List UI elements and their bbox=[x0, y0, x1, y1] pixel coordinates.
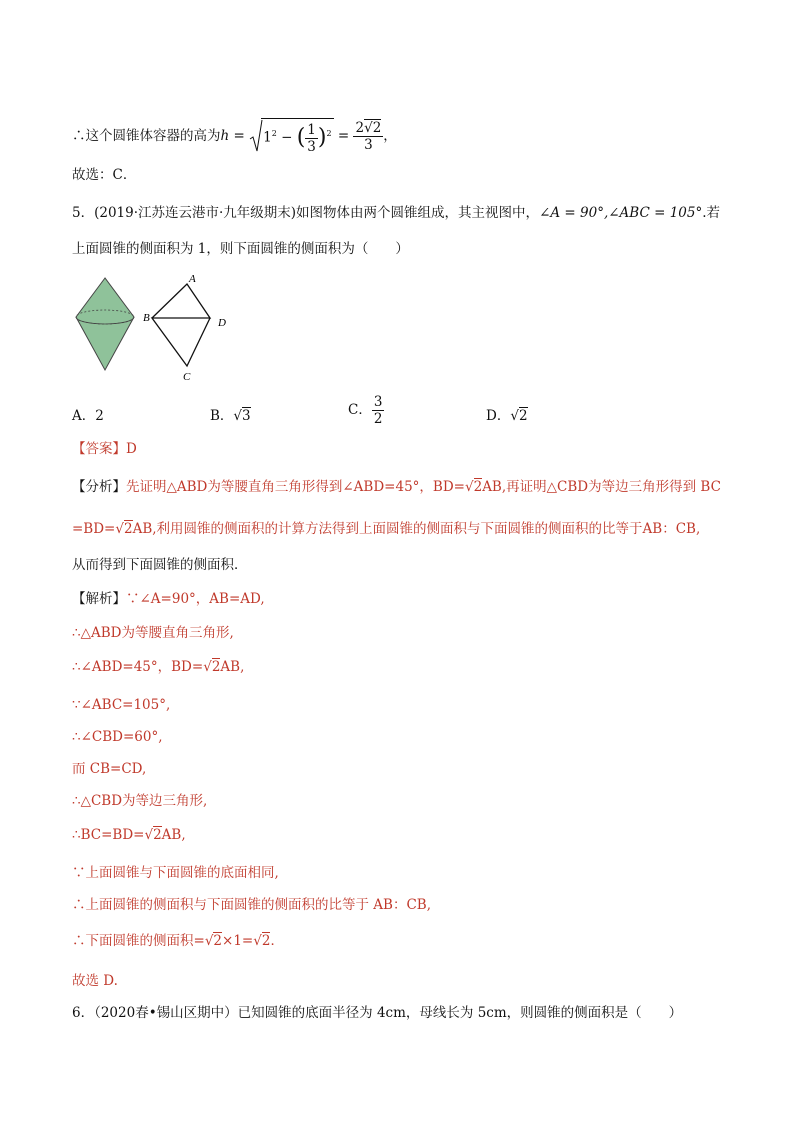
sol3-a: ∴∠ABD=45°，BD= bbox=[72, 659, 204, 675]
analysis1-b: AB,再证明△CBD为等边三角形得到 BC bbox=[482, 479, 721, 495]
answer-tag: 【答案】 bbox=[72, 441, 126, 457]
sol11-c: ． bbox=[270, 933, 284, 949]
label-B: B bbox=[143, 312, 150, 324]
option-d[interactable]: D．√2 bbox=[486, 408, 528, 424]
prev-choice: 故选：C． bbox=[72, 167, 137, 183]
analysis2-a: =BD= bbox=[72, 521, 116, 537]
comma: ， bbox=[383, 127, 397, 144]
exp-1: 2 bbox=[271, 129, 277, 138]
solution-line2: ∴△ABD为等腰直角三角形, bbox=[72, 625, 234, 641]
double-cone-figure bbox=[70, 270, 240, 385]
sol8-rad: 2 bbox=[153, 827, 162, 843]
solution-line3: ∴∠ABD=45°，BD=√2AB, bbox=[72, 659, 245, 675]
sol3-b: AB, bbox=[220, 659, 245, 675]
q5-angles: ∠A = 90°,∠ABC = 105° bbox=[539, 205, 703, 221]
sol11-rad: 2 bbox=[213, 933, 223, 949]
analysis1-rad: 2 bbox=[473, 479, 483, 495]
analysis-line2: =BD=√2AB,利用圆锥的侧面积的计算方法得到上面圆锥的侧面积与下面圆锥的侧面积的比等于AB：CB, bbox=[72, 521, 701, 537]
height-formula-line: ∴这个圆锥体容器的高为$h = 1^2$ − ( $\frac{1}{3}$ )$^2$ = $\frac{2√2}{3}$ ， bbox=[72, 119, 397, 155]
res-den: 3 bbox=[364, 136, 373, 153]
height-text: ∴这个圆锥体容器的高为 bbox=[72, 127, 221, 144]
exp-2: 2 bbox=[326, 129, 332, 138]
option-c-num: 3 bbox=[373, 394, 383, 410]
h-var: h bbox=[220, 127, 230, 144]
double-cone-3d-drawing bbox=[76, 278, 134, 370]
solution-line8: ∴BC=BD=√2AB, bbox=[72, 827, 186, 843]
solution-line11: ∴下面圆锥的侧面积=√2×1=√2． bbox=[72, 933, 284, 949]
answer-line bbox=[72, 440, 137, 458]
q5-stem-line2: 上面圆锥的侧面积为 1，则下面圆锥的侧面积为（ ） bbox=[72, 241, 409, 257]
option-c-label: C． bbox=[348, 402, 372, 418]
solution-line1 bbox=[72, 590, 265, 608]
option-b-value: 3 bbox=[242, 408, 251, 424]
option-d-value: 2 bbox=[518, 408, 528, 424]
sol8-b: AB, bbox=[161, 827, 186, 843]
res-num-rad: 2 bbox=[372, 119, 382, 136]
analysis-tag: 【分析】 bbox=[72, 479, 126, 495]
option-c[interactable] bbox=[348, 394, 384, 427]
q6-stem: 6．（2020春•锡山区期中）已知圆锥的底面半径为 4cm，母线长为 5cm，则圆锥的侧面积是（ ） bbox=[72, 1005, 683, 1021]
analysis2-b: AB,利用圆锥的侧面积的计算方法得到上面圆锥的侧面积与下面圆锥的侧面积的比等于AB：CB, bbox=[132, 521, 701, 537]
analysis2-rad: 2 bbox=[123, 521, 133, 537]
label-C: C bbox=[183, 371, 191, 383]
solution-line7: ∴△CBD为等边三角形, bbox=[72, 793, 208, 809]
solution-line9: ∵上面圆锥与下面圆锥的底面相同, bbox=[72, 865, 279, 881]
sol11-rad2: 2 bbox=[261, 933, 271, 949]
solution-line6: 而 CB=CD, bbox=[72, 761, 147, 777]
option-c-den: 2 bbox=[373, 411, 383, 427]
sol11-b: ×1= bbox=[222, 933, 254, 949]
q5-stem-c: .若 bbox=[702, 205, 721, 221]
frac-den: 3 bbox=[307, 138, 316, 155]
label-D: D bbox=[218, 317, 226, 329]
solution-choice: 故选 D. bbox=[72, 973, 118, 989]
solution-line10: ∴上面圆锥的侧面积与下面圆锥的侧面积的比等于 AB：CB, bbox=[72, 897, 432, 913]
option-a[interactable] bbox=[72, 404, 104, 424]
sol3-rad: 2 bbox=[211, 659, 221, 675]
solution-tag: 【解析】 bbox=[72, 591, 126, 607]
sol11-a: ∴下面圆锥的侧面积= bbox=[72, 933, 205, 949]
option-b[interactable]: B．√3 bbox=[210, 408, 251, 424]
option-b-label: B． bbox=[210, 408, 234, 424]
analysis-line3: 从而得到下面圆锥的侧面积． bbox=[72, 557, 248, 573]
sol1: ∵∠A=90°，AB=AD, bbox=[126, 591, 265, 607]
analysis1-a: 先证明△ABD为等腰直角三角形得到∠ABD=45°，BD= bbox=[126, 479, 465, 495]
frac-num: 1 bbox=[307, 121, 316, 138]
option-d-label: D． bbox=[486, 408, 511, 424]
solution-line5: ∴∠CBD=60°, bbox=[72, 729, 163, 745]
front-view-drawing bbox=[152, 284, 210, 366]
option-a-label: A． bbox=[72, 408, 96, 424]
analysis-line1: 【分析】先证明△ABD为等腰直角三角形得到∠ABD=45°，BD=√2AB,再证明△CBD为等边三角形得到 BC bbox=[72, 479, 721, 495]
one-value: 1 bbox=[263, 129, 272, 146]
solution-line4: ∵∠ABC=105°, bbox=[72, 697, 171, 713]
option-a-value: 2 bbox=[95, 408, 104, 424]
res-num-coef: 2 bbox=[355, 119, 365, 136]
q5-stem-line1 bbox=[72, 204, 720, 222]
sol8-a: ∴BC=BD= bbox=[72, 827, 145, 843]
q5-stem-a: 5．(2019·江苏连云港市·九年级期末)如图物体由两个圆锥组成，其主视图中， bbox=[72, 205, 540, 221]
label-A: A bbox=[189, 273, 196, 285]
answer-value: D bbox=[126, 441, 137, 457]
